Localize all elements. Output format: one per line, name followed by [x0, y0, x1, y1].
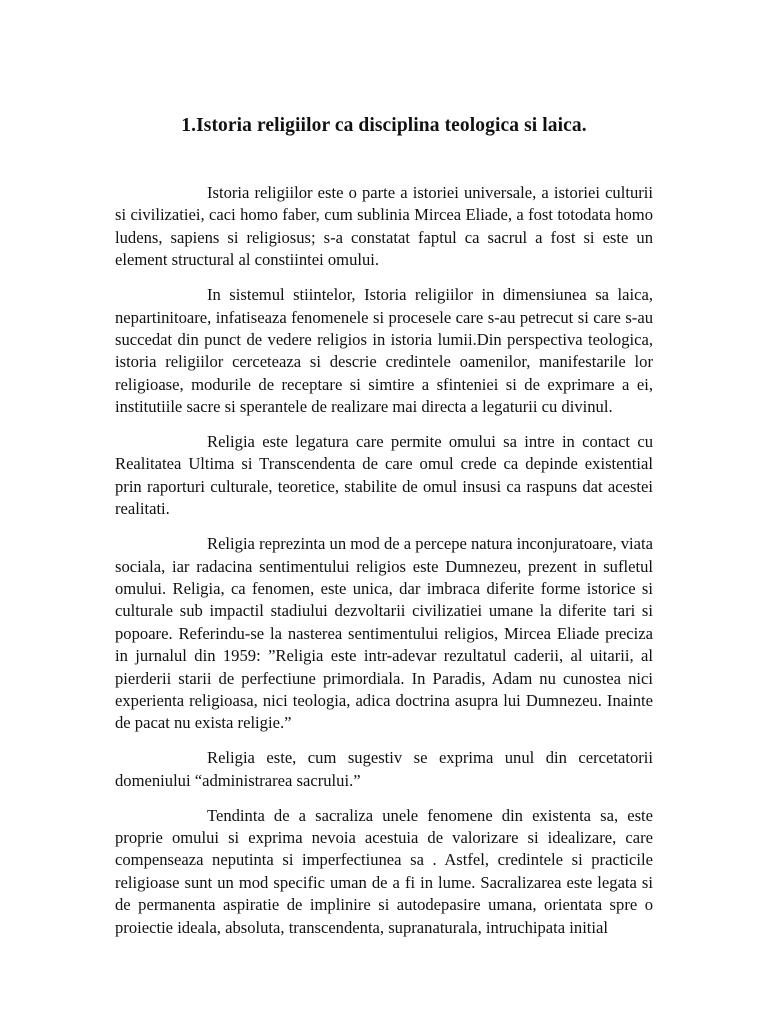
- paragraph-tendinta-sacraliza: Tendinta de a sacraliza unele fenomene din existenta sa, este proprie omului si exprima nevoia acestuia de valorizare si idealizare, care compenseaza neputinta si imperfectiunea sa . Astfel, credintele si practicile religioase sunt un mod specific uman de a fi in lume. Sacralizarea este legata si de permanenta aspiratie de implinire si autodepasire umana, orientata spre o proiectie ideala, absoluta, transcendenta, supranaturala, intruchipata initial: [115, 805, 653, 937]
- document-title: 1.Istoria religiilor ca disciplina teologica si laica.: [181, 115, 587, 136]
- document-body: [115, 182, 653, 952]
- paragraph-religia-reprezinta: Religia reprezinta un mod de a percepe natura inconjuratoare, viata sociala, iar radacina sentimentului religios este Dumnezeu, prezent in sufletul omului. Religia, ca fenomen, este unica, dar imbraca diferite forme istorice si culturale sub impactil stadiului dezvoltarii civilizatiei umane la diferite tari si popoare. Referindu-se la nasterea sentimentului religios, Mircea Eliade preciza in jurnalul din 1959: ”Religia este intr-adevar rezultatul caderii, al uitarii, al pierderii starii de perfectiune primordiala. In Paradis, Adam nu cunostea nici experienta religioasa, nici teologia, adica doctrina asupra lui Dumnezeu. Inainte de pacat nu exista religie.”: [115, 534, 653, 733]
- paragraph-sistemul-stiintelor: In sistemul stiintelor, Istoria religiilor in dimensiunea sa laica, nepartinitoare, infatiseaza fenomenele si procesele care s-au petrecut si care s-au succedat din punct de vedere religios in istoria lumii.Din perspectiva teologica, istoria religiilor cerceteaza si descrie credintele oamenilor, manifestarile lor religioase, modurile de receptare si simtire a sfinteniei si de exprimare a ei, institutiile sacre si sperantele de realizare mai directa a legaturii cu divinul.: [115, 285, 653, 417]
- paragraph-istoria-religiilor: Istoria religiilor este o parte a istoriei universale, a istoriei culturii si civilizatiei, caci homo faber, cum sublinia Mircea Eliade, a fost totodata homo ludens, sapiens si religiosus; s-a constatat faptul ca sacrul a fost si este un element structural al constiintei omului.: [115, 183, 653, 270]
- paragraph-religia-legatura: Religia este legatura care permite omului sa intre in contact cu Realitatea Ultima si Transcendenta de care omul crede ca depinde existential prin raporturi culturale, teoretice, stabilite de omul insusi ca raspuns dat acestei realitati.: [115, 432, 653, 519]
- paragraph-administrarea-sacrului: Religia este, cum sugestiv se exprima unul din cercetatorii domeniului “administrarea sacrului.”: [115, 748, 653, 790]
